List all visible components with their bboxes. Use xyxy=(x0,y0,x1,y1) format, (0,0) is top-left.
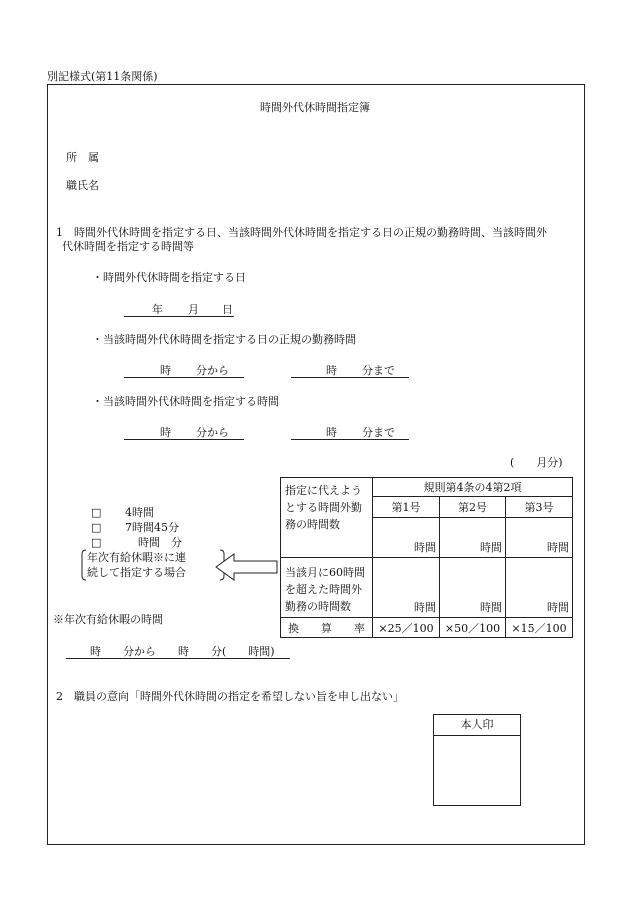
annual-leave-line: 時 分から 時 分( 時間) xyxy=(90,645,275,658)
designated-end-underline xyxy=(291,439,409,440)
designated-start-suffix: 分から xyxy=(196,426,229,439)
regular-start-suffix: 分から xyxy=(196,364,229,377)
column-header: 第3号 xyxy=(506,497,573,518)
rules-table xyxy=(280,477,573,638)
hours-cell[interactable]: 時間 xyxy=(373,518,440,558)
hours-cell[interactable]: 時間 xyxy=(440,558,506,618)
hours-cell[interactable]: 時間 xyxy=(506,518,573,558)
affiliation-label: 所 属 xyxy=(66,151,99,164)
form-number: 別記様式(第11条関係) xyxy=(47,70,158,83)
rate-cell: ×25／100 xyxy=(373,618,440,638)
date-underline xyxy=(124,316,234,317)
designated-start-underline xyxy=(124,439,244,440)
checkbox-label: 時間 分 xyxy=(138,536,182,549)
checkbox-label: 4時間 xyxy=(125,506,154,519)
designated-end-hour: 時 xyxy=(326,426,337,439)
personal-seal-box[interactable] xyxy=(433,714,521,806)
annual-leave-note: ※年次有給休暇の時間 xyxy=(53,613,163,626)
form-title: 時間外代休時間指定簿 xyxy=(260,101,370,114)
checkbox[interactable]: □ xyxy=(91,521,102,534)
checkbox-label: 7時間45分 xyxy=(125,521,179,534)
hours-cell[interactable]: 時間 xyxy=(506,558,573,618)
section2-heading: 2 職員の意向「時間外代休時間の指定を希望しない旨を申し出ない」 xyxy=(56,690,404,703)
checkbox[interactable]: □ xyxy=(91,506,102,519)
bracket-note-line2: 続して指定する場合 xyxy=(87,566,186,579)
designated-end-suffix: 分まで xyxy=(362,426,395,439)
section1-heading: 1 時間外代休時間を指定する日、当該時間外代休時間を指定する日の正規の勤務時間、当該時間外 xyxy=(56,226,547,239)
row1-label: 指定に代えようとする時間外勤務の時間数 xyxy=(281,478,373,558)
column-header: 第1号 xyxy=(373,497,440,518)
regular-end-hour: 時 xyxy=(326,364,337,377)
rate-label: 換 算 率 xyxy=(281,618,373,638)
regular-hours-item: ・当該時間外代休時間を指定する日の正規の勤務時間 xyxy=(92,333,356,346)
designated-date-item: ・時間外代休時間を指定する日 xyxy=(92,271,246,284)
regular-end-suffix: 分まで xyxy=(362,364,395,377)
regular-start-underline xyxy=(124,377,244,378)
annual-leave-underline xyxy=(66,658,290,659)
rate-cell: ×50／100 xyxy=(440,618,506,638)
rate-cell: ×15／100 xyxy=(506,618,573,638)
designated-time-item: ・当該時間外代休時間を指定する時間 xyxy=(92,395,279,408)
row2-label: 当該月に60時間を超えた時間外勤務の時間数 xyxy=(281,558,373,618)
seal-label: 本人印 xyxy=(434,715,520,736)
date-year: 年 xyxy=(152,303,163,316)
designated-start-hour: 時 xyxy=(160,426,171,439)
section1-heading-cont: 代休時間を指定する時間等 xyxy=(62,240,194,253)
checkbox[interactable]: □ xyxy=(91,536,102,549)
date-month: 月 xyxy=(188,303,199,316)
regular-start-hour: 時 xyxy=(160,364,171,377)
name-label: 職氏名 xyxy=(66,179,99,192)
group-header: 規則第4条の4第2項 xyxy=(373,478,573,497)
column-header: 第2号 xyxy=(440,497,506,518)
month-label: ( 月分) xyxy=(510,456,563,469)
regular-end-underline xyxy=(291,377,409,378)
bracket-note-line1: 年次有給休暇※に連 xyxy=(87,551,186,564)
date-day: 日 xyxy=(222,303,233,316)
hours-cell[interactable]: 時間 xyxy=(440,518,506,558)
left-arrow-icon xyxy=(214,552,280,582)
hours-cell[interactable]: 時間 xyxy=(373,558,440,618)
